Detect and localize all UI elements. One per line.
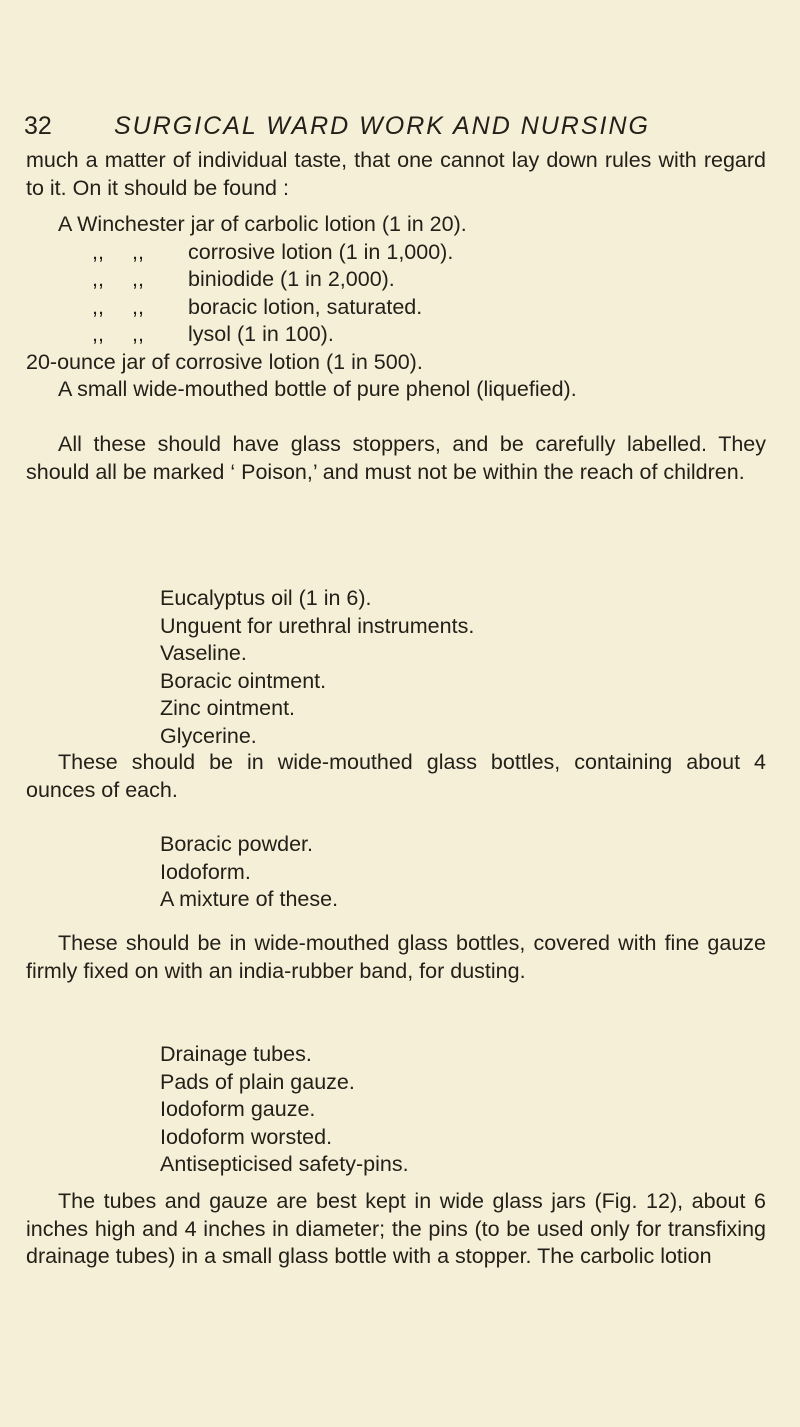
paragraph-storage: The tubes and gauze are best kept in wide glass jars (Fig. 12), about 6 inches high and 4 inches in diameter; the pins (to be used only for transfixing drainage tubes) in a small glass bottle with a stopper. The carbolic lotion: [26, 1189, 766, 1268]
page-header: [24, 110, 784, 142]
powders-list: [160, 831, 338, 914]
list-item: Iodoform worsted.: [160, 1124, 333, 1149]
running-head: SURGICAL WARD WORK AND NURSING: [114, 112, 650, 140]
paragraph-intro: much a matter of individual taste, that one cannot lay down rules with regard to it. On it should be found :: [26, 148, 766, 200]
paragraph-dusting: These should be in wide-mouthed glass bottles, covered with fine gauze firmly fixed on with an india-rubber band, for dusting.: [26, 931, 766, 983]
list-item: Eucalyptus oil (1 in 6).: [160, 586, 372, 610]
list-item: ,, ,, boracic lotion, saturated.: [58, 294, 577, 322]
list-item: 20-ounce jar of corrosive lotion (1 in 500).: [26, 349, 423, 374]
list-item: Pads of plain gauze.: [160, 1069, 355, 1094]
list-item: Iodoform.: [160, 859, 251, 884]
list-item: Boracic ointment.: [160, 668, 327, 693]
list-item: Unguent for urethral instruments.: [160, 613, 475, 638]
list-item: ,, ,, lysol (1 in 100).: [58, 321, 577, 349]
ointments-list: [160, 585, 474, 750]
list-item: Glycerine.: [160, 723, 257, 748]
paragraph-glass-stoppers: All these should have glass stoppers, and be carefully labelled. They should all be marked ‘ Poison,’ and must not be within the reach of children.: [26, 432, 766, 484]
list-item: Zinc ointment.: [160, 696, 296, 720]
list-item: Antisepticised safety-pins.: [160, 1152, 409, 1176]
list-item: ,, ,, corrosive lotion (1 in 1,000).: [58, 239, 577, 267]
list-item: A mixture of these.: [160, 887, 339, 911]
dressings-list: [160, 1041, 409, 1179]
list-item: A small wide-mouthed bottle of pure phenol (liquefied).: [58, 377, 577, 401]
ditto-mark: ,,: [92, 239, 104, 264]
page-number: 32: [24, 112, 52, 140]
list-item: A Winchester jar of carbolic lotion (1 in 20).: [58, 212, 467, 236]
list-item: Iodoform gauze.: [160, 1097, 316, 1121]
ditto-mark: ,,: [132, 294, 144, 319]
paragraph-wide-mouthed-bottles: These should be in wide-mouthed glass bottles, containing about 4 ounces of each.: [26, 750, 766, 802]
ditto-mark: ,,: [132, 267, 144, 291]
list-item: Boracic powder.: [160, 832, 313, 856]
ditto-mark: ,,: [92, 322, 104, 346]
list-item: ,, ,, biniodide (1 in 2,000).: [58, 266, 577, 294]
ditto-mark: ,,: [92, 294, 104, 319]
list-item: Drainage tubes.: [160, 1042, 312, 1066]
list-item: Vaseline.: [160, 641, 247, 665]
ditto-mark: ,,: [132, 322, 144, 346]
ditto-mark: ,,: [92, 267, 104, 291]
ditto-mark: ,,: [132, 239, 144, 264]
winchester-jar-list: [26, 211, 577, 404]
